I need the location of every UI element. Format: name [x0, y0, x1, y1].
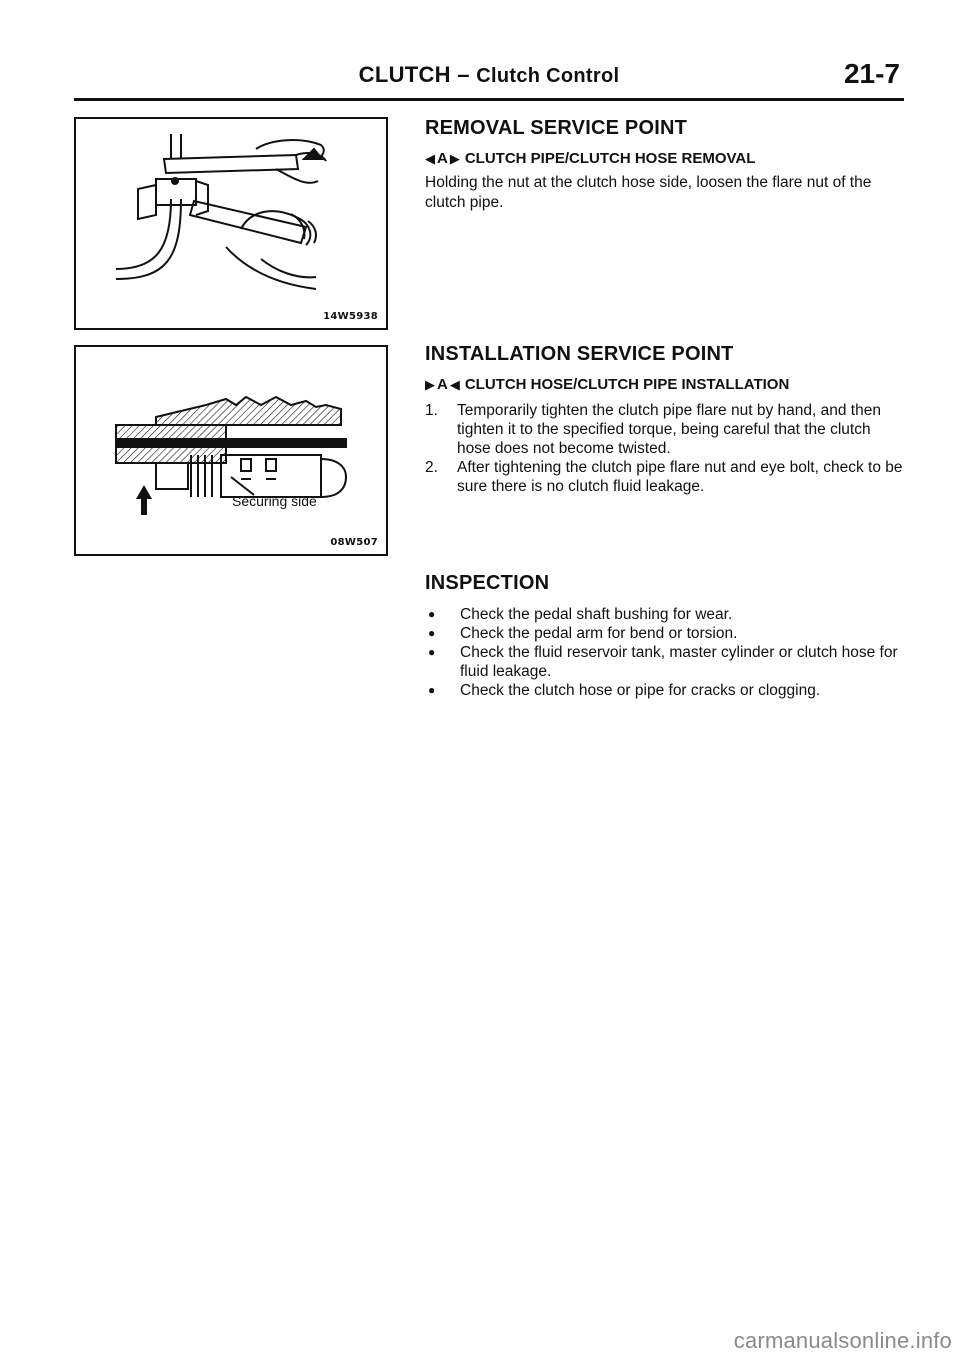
page-number: 21-7	[843, 58, 900, 89]
figure-callout: Securing side	[232, 493, 317, 509]
marker-letter: A	[437, 376, 448, 393]
header-dash: –	[457, 62, 470, 87]
subheading	[425, 376, 905, 393]
body-paragraph: Holding the nut at the clutch hose side, loosen the flare nut of the clutch pipe.	[425, 174, 872, 211]
removal-section	[425, 117, 905, 213]
bullet-icon: ●	[428, 645, 436, 659]
list-item	[425, 458, 905, 496]
inspection-list	[425, 605, 905, 700]
installation-steps	[425, 401, 905, 496]
header-title	[74, 62, 904, 88]
bullet-icon: ●	[428, 683, 436, 697]
list-item	[425, 624, 905, 643]
step-number: 2.	[425, 459, 438, 476]
installation-section	[425, 343, 905, 496]
hose-fitting-section-illustration	[76, 347, 386, 554]
subheading-text: CLUTCH PIPE/CLUTCH HOSE REMOVAL	[464, 150, 756, 167]
section-title: INSPECTION	[425, 572, 550, 594]
hose-removal-illustration	[76, 119, 386, 328]
triangle-left-icon: ◀	[449, 377, 460, 392]
list-item	[425, 401, 905, 458]
step-text: After tightening the clutch pipe flare nut and eye bolt, check to be sure there is no clutch fluid leakage.	[457, 459, 903, 495]
list-item-text: Check the fluid reservoir tank, master cylinder or clutch hose for fluid leakage.	[460, 644, 898, 680]
page-header	[74, 58, 904, 101]
list-item-text: Check the pedal arm for bend or torsion.	[460, 625, 738, 642]
list-item	[425, 681, 905, 700]
figure-hose-removal	[74, 117, 388, 330]
up-arrow-icon	[136, 485, 152, 515]
header-subsection: Clutch Control	[476, 65, 620, 87]
step-number: 1.	[425, 402, 438, 419]
subheading-text: CLUTCH HOSE/CLUTCH PIPE INSTALLATION	[464, 376, 790, 393]
list-item-text: Check the pedal shaft bushing for wear.	[460, 606, 733, 623]
triangle-right-icon: ▶	[449, 151, 460, 166]
bullet-icon: ●	[428, 626, 436, 640]
section-title: INSTALLATION SERVICE POINT	[425, 343, 734, 365]
list-item	[425, 605, 905, 624]
bullet-icon: ●	[428, 607, 436, 621]
figure-hose-fitting-section	[74, 345, 388, 556]
list-item-text: Check the clutch hose or pipe for cracks or clogging.	[460, 682, 821, 699]
header-section: CLUTCH	[358, 62, 451, 87]
figure-code: 08W507	[330, 537, 378, 548]
step-text: Temporarily tighten the clutch pipe flare nut by hand, and then tighten it to the specified torque, being careful that the clutch hose does not become twisted.	[457, 402, 881, 457]
watermark: carmanualsonline.info	[733, 1328, 952, 1353]
section-title: REMOVAL SERVICE POINT	[425, 117, 688, 139]
figure-code: 14W5938	[323, 311, 378, 322]
triangle-left-icon: ◀	[425, 151, 435, 166]
list-item	[425, 643, 905, 681]
marker-letter: A	[437, 150, 448, 167]
triangle-right-icon: ▶	[425, 377, 435, 392]
subheading	[425, 150, 905, 167]
inspection-section	[425, 572, 905, 700]
